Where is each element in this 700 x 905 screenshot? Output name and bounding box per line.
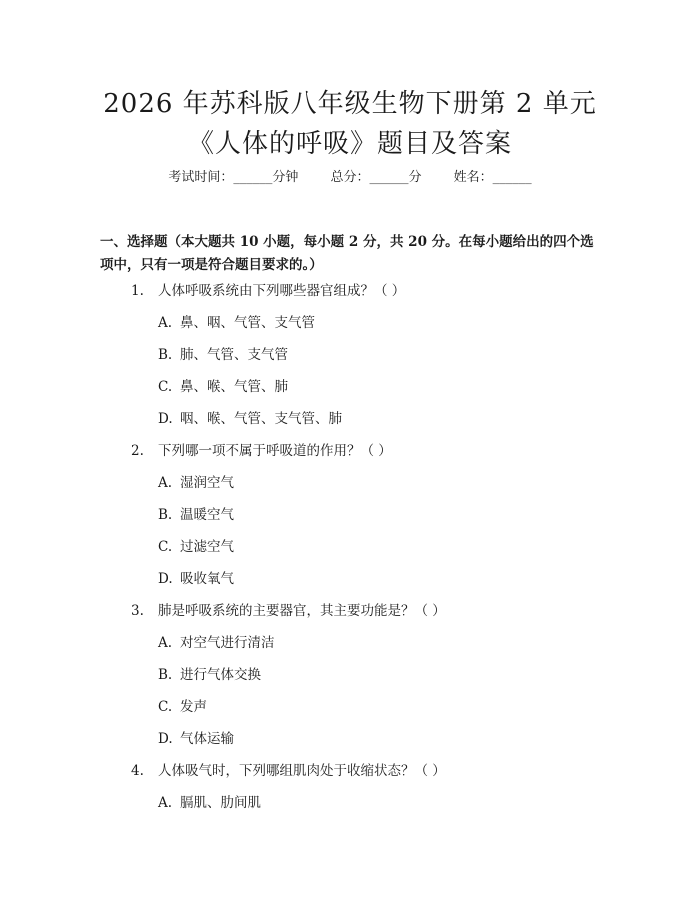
- option-letter: A.: [158, 475, 173, 491]
- question-text: 人体吸气时，下列哪组肌肉处于收缩状态？（ ）: [158, 763, 446, 779]
- option-letter: C.: [158, 699, 173, 715]
- option-text: 发声: [180, 699, 207, 715]
- option-letter: C.: [158, 539, 173, 555]
- question-2-option-c: [158, 537, 234, 557]
- question-4: [131, 761, 446, 781]
- exam-time: [168, 168, 298, 188]
- option-letter: B.: [158, 507, 173, 523]
- question-4-option-a: [158, 793, 261, 813]
- student-name: [454, 168, 532, 188]
- section-heading: 一、选择题（本大题共 10 小题，每小题 2 分，共 20 分。在每小题给出的四个选项中，只有一项是符合题目要求的。）: [100, 234, 594, 273]
- student-name-blank: ______: [492, 170, 532, 185]
- question-3-option-b: [158, 665, 261, 685]
- student-name-label: 姓名：: [453, 170, 493, 185]
- question-text: 下列哪一项不属于呼吸道的作用？（ ）: [158, 443, 392, 459]
- option-letter: D.: [158, 411, 173, 427]
- option-text: 温暖空气: [180, 507, 234, 523]
- total-score-label: 总分：: [330, 170, 370, 185]
- option-letter: B.: [158, 667, 173, 683]
- option-text: 膈肌、肋间肌: [180, 795, 261, 811]
- option-letter: A.: [158, 315, 173, 331]
- question-3-option-d: [158, 729, 234, 749]
- option-text: 吸收氧气: [180, 571, 234, 587]
- question-3: [131, 601, 446, 621]
- document-title: 2026 年苏科版八年级生物下册第 2 单元《人体的呼吸》题目及答案: [103, 89, 597, 159]
- question-number: 4.: [131, 763, 144, 779]
- option-letter: D.: [158, 731, 173, 747]
- exam-info-line: [0, 168, 700, 188]
- question-text: 人体呼吸系统由下列哪些器官组成？（ ）: [158, 283, 406, 299]
- option-text: 肺、气管、支气管: [180, 347, 288, 363]
- question-2-option-a: [158, 473, 234, 493]
- option-text: 咽、喉、气管、支气管、肺: [180, 411, 342, 427]
- option-letter: A.: [158, 635, 173, 651]
- question-1: [131, 281, 405, 301]
- exam-time-unit: 分钟: [272, 170, 299, 185]
- option-letter: B.: [158, 347, 173, 363]
- option-letter: A.: [158, 795, 173, 811]
- option-text: 对空气进行清洁: [180, 635, 275, 651]
- question-number: 2.: [131, 443, 144, 459]
- question-2: [131, 441, 392, 461]
- option-text: 过滤空气: [180, 539, 234, 555]
- exam-time-blank: ______: [233, 170, 273, 185]
- total-score: [330, 168, 421, 188]
- question-3-option-a: [158, 633, 275, 653]
- question-1-option-c: [158, 377, 288, 397]
- question-1-option-d: [158, 409, 342, 429]
- option-text: 湿润空气: [180, 475, 234, 491]
- question-2-option-d: [158, 569, 234, 589]
- option-text: 进行气体交换: [180, 667, 261, 683]
- question-number: 1.: [131, 283, 144, 299]
- question-text: 肺是呼吸系统的主要器官，其主要功能是？（ ）: [158, 603, 446, 619]
- option-text: 气体运输: [180, 731, 234, 747]
- question-3-option-c: [158, 697, 207, 717]
- question-number: 3.: [131, 603, 144, 619]
- exam-time-label: 考试时间：: [168, 170, 234, 185]
- option-text: 鼻、咽、气管、支气管: [180, 315, 315, 331]
- total-score-unit: 分: [408, 170, 422, 185]
- question-2-option-b: [158, 505, 234, 525]
- question-1-option-b: [158, 345, 288, 365]
- option-text: 鼻、喉、气管、肺: [180, 379, 288, 395]
- option-letter: D.: [158, 571, 173, 587]
- question-1-option-a: [158, 313, 315, 333]
- total-score-blank: ______: [369, 170, 409, 185]
- option-letter: C.: [158, 379, 173, 395]
